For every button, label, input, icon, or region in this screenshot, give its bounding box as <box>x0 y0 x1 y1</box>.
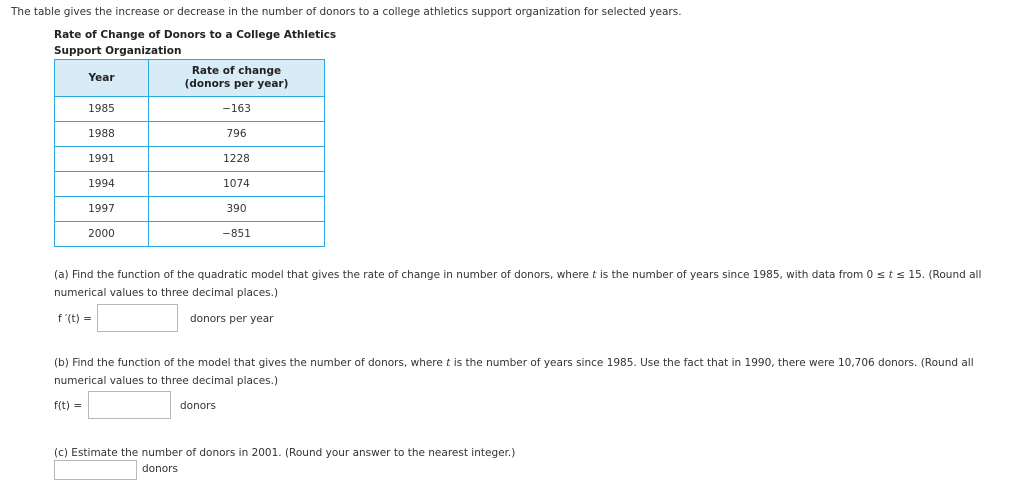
part-c-unit: donors <box>142 463 178 475</box>
year-cell: 1991 <box>55 147 149 172</box>
rate-cell: 1074 <box>149 172 325 197</box>
part-a-unit: donors per year <box>190 313 274 325</box>
rate-cell: −163 <box>149 97 325 122</box>
table-row <box>55 97 325 122</box>
year-cell: 1997 <box>55 197 149 222</box>
part-b-text-2: is the number of years since 1985. Use the fact that in 1990, there were 10,706 donors. (Round all <box>450 357 974 369</box>
table-row <box>55 147 325 172</box>
problem-intro: The table gives the increase or decrease in the number of donors to a college athletics support organization for selected years. <box>11 6 682 18</box>
rate-cell: 1228 <box>149 147 325 172</box>
table-caption <box>54 27 354 59</box>
column-header-rate-line1: Rate of change <box>191 65 282 77</box>
part-a-label: f ′(t) = <box>58 313 92 325</box>
part-c-answer-input[interactable] <box>54 460 137 480</box>
part-a-var-t-2: t <box>888 269 893 281</box>
column-header-rate <box>149 60 325 97</box>
part-b-var-t: t <box>446 357 451 369</box>
part-b-label: f(t) = <box>54 400 83 412</box>
column-header-year: Year <box>55 60 149 97</box>
part-b-unit: donors <box>180 400 216 412</box>
table-row <box>55 172 325 197</box>
table-row <box>55 222 325 247</box>
year-cell: 2000 <box>55 222 149 247</box>
table-row <box>55 122 325 147</box>
year-cell: 1994 <box>55 172 149 197</box>
rate-cell: 390 <box>149 197 325 222</box>
column-header-rate-line2: (donors per year) <box>184 78 289 90</box>
rate-cell: −851 <box>149 222 325 247</box>
part-a-text-line2: numerical values to three decimal places.) <box>54 287 279 299</box>
table-row <box>55 197 325 222</box>
year-cell: 1985 <box>55 97 149 122</box>
part-b-text-line2: numerical values to three decimal places.) <box>54 375 279 387</box>
table-caption-line2: Support Organization <box>54 45 182 57</box>
part-b-question <box>54 354 1024 390</box>
donor-rate-table <box>54 59 325 247</box>
part-a-text-1: (a) Find the function of the quadratic model that gives the rate of change in number of donors, where <box>54 269 593 281</box>
part-b-text-1: (b) Find the function of the model that gives the number of donors, where <box>54 357 447 369</box>
part-b-answer-input[interactable] <box>88 391 171 419</box>
rate-cell: 796 <box>149 122 325 147</box>
part-a-text-3: ≤ 15. (Round all <box>892 269 982 281</box>
part-a-text-2: is the number of years since 1985, with data from 0 ≤ <box>596 269 889 281</box>
part-a-question <box>54 266 1024 302</box>
part-a-var-t: t <box>592 269 597 281</box>
part-a-answer-input[interactable] <box>97 304 178 332</box>
year-cell: 1988 <box>55 122 149 147</box>
table-caption-line1: Rate of Change of Donors to a College Athletics <box>54 29 337 41</box>
part-c-question: (c) Estimate the number of donors in 2001. (Round your answer to the nearest integer.) <box>54 447 516 459</box>
